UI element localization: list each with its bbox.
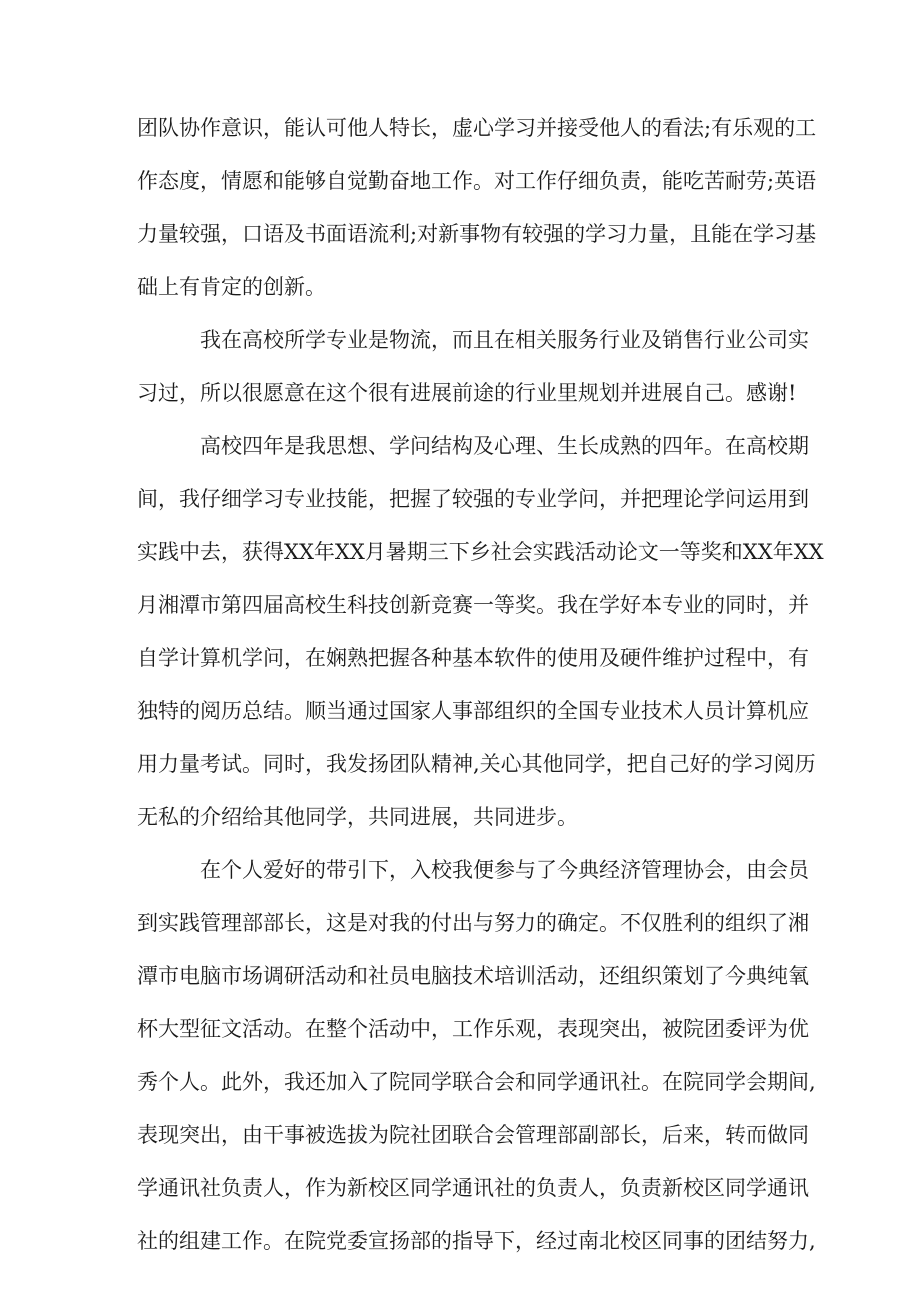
- paragraph-4-line-5: 秀个人。此外，我还加入了院同学联合会和同学通讯社。在院同学会期间,: [137, 1070, 816, 1094]
- paragraph-3-line-4: 月湘潭市第四届高校生科技创新竞赛一等奖。我在学好本专业的同时，并: [137, 593, 809, 617]
- paragraph-4-line-2: 到实践管理部部长，这是对我的付出与努力的确定。不仅胜利的组织了湘: [137, 911, 809, 935]
- paragraph-4-line-1: 在个人爱好的带引下，入校我便参与了今典经济管理协会，由会员: [200, 858, 809, 882]
- paragraph-4-line-8: 社的组建工作。在院党委宣扬部的指导下，经过南北校区同事的团结努力,: [137, 1229, 816, 1253]
- paragraph-3-line-6: 独特的阅历总结。顺当通过国家人事部组织的全国专业技术人员计算机应: [137, 699, 809, 723]
- paragraph-3-line-8: 无私的介绍给其他同学，共同进展，共同进步。: [137, 805, 578, 829]
- paragraph-1-line-2: 作态度，情愿和能够自觉勤奋地工作。对工作仔细负责，能吃苦耐劳;英语: [137, 169, 817, 193]
- paragraph-1-line-3: 力量较强，口语及书面语流利;对新事物有较强的学习力量，且能在学习基: [137, 222, 817, 246]
- paragraph-3-line-5: 自学计算机学问，在娴熟把握各种基本软件的使用及硬件维护过程中，有: [137, 646, 809, 670]
- paragraph-1-line-4: 础上有肯定的创新。: [137, 275, 326, 299]
- paragraph-4-line-3: 潭市电脑市场调研活动和社员电脑技术培训活动，还组织策划了今典纯氧: [137, 964, 809, 988]
- paragraph-3-line-7: 用力量考试。同时，我发扬团队精神,关心其他同学，把自己好的学习阅历: [137, 752, 816, 776]
- paragraph-2-line-2: 习过，所以很愿意在这个很有进展前途的行业里规划并进展自己。感谢!: [137, 381, 797, 405]
- paragraph-3-line-1: 高校四年是我思想、学问结构及心理、生长成熟的四年。在高校期: [200, 434, 809, 458]
- paragraph-3-line-2: 间，我仔细学习专业技能，把握了较强的专业学问，并把理论学问运用到: [137, 487, 809, 511]
- paragraph-3-line-3: 实践中去，获得XX年XX月暑期三下乡社会实践活动论文一等奖和XX年XX: [137, 540, 824, 564]
- paragraph-1-line-1: 团队协作意识，能认可他人特长，虚心学习并接受他人的看法;有乐观的工: [137, 116, 817, 140]
- paragraph-4-line-7: 学通讯社负责人，作为新校区同学通讯社的负责人，负责新校区同学通讯: [137, 1176, 809, 1200]
- paragraph-4-line-6: 表现突出，由干事被选拔为院社团联合会管理部副部长，后来，转而做同: [137, 1123, 809, 1147]
- paragraph-4-line-4: 杯大型征文活动。在整个活动中，工作乐观，表现突出，被院团委评为优: [137, 1017, 809, 1041]
- paragraph-2-line-1: 我在高校所学专业是物流，而且在相关服务行业及销售行业公司实: [200, 328, 809, 352]
